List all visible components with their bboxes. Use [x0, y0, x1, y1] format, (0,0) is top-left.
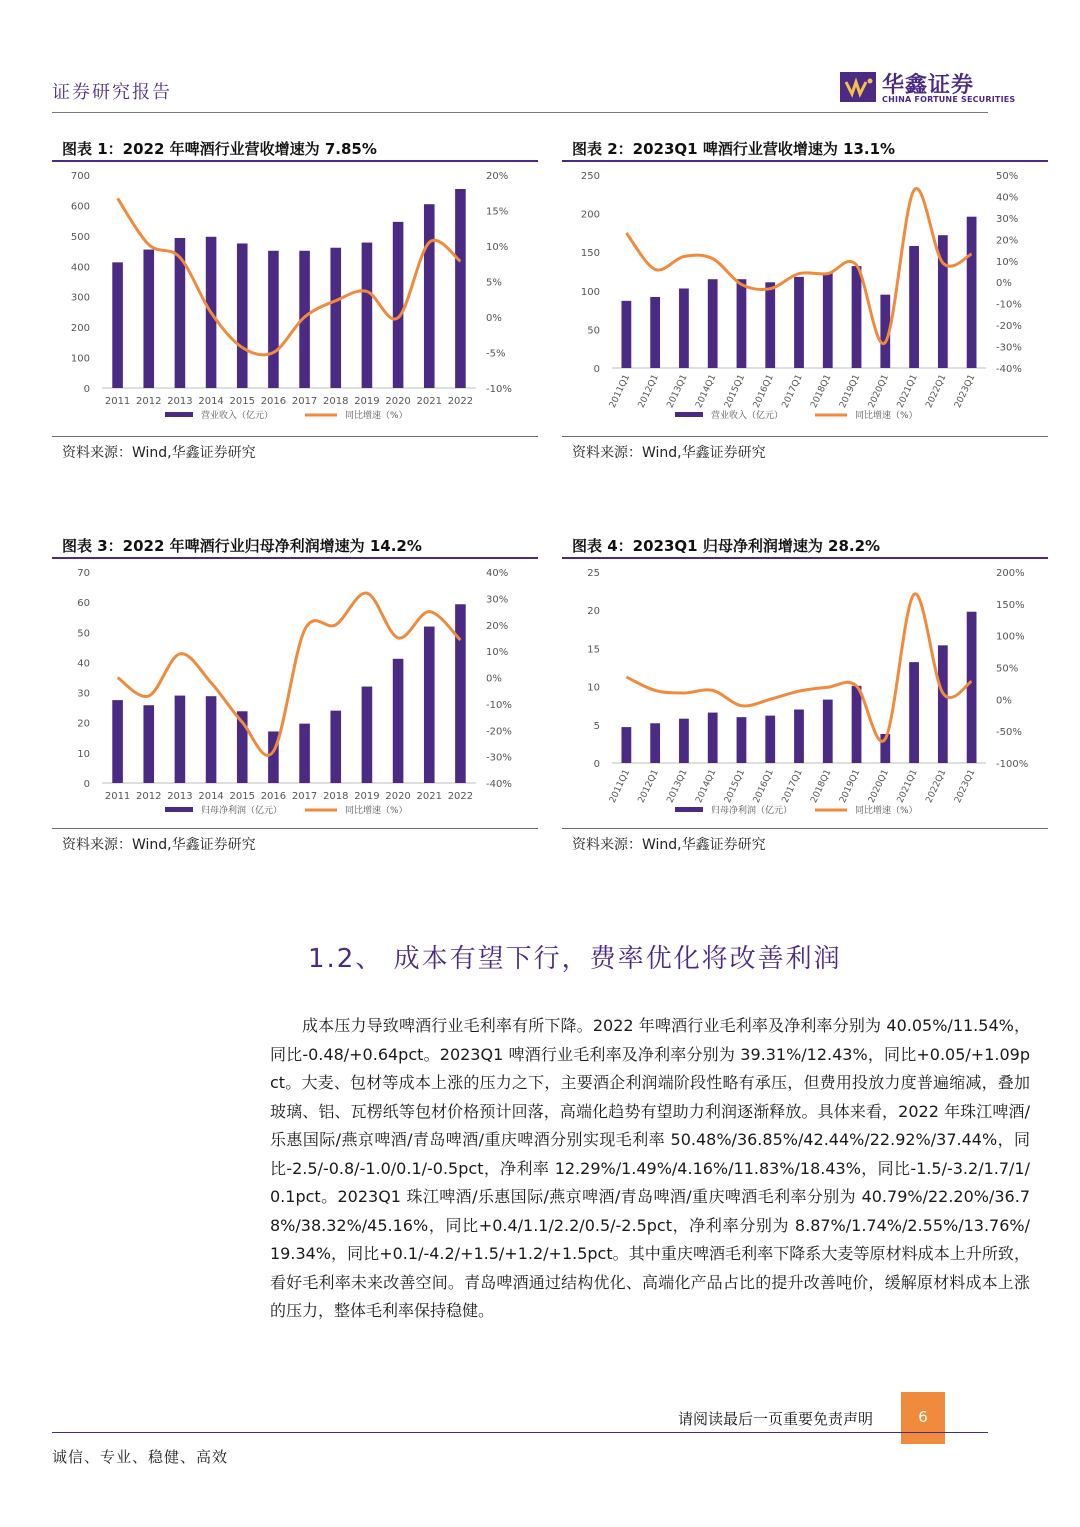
y-left-tick-label: 150 — [580, 248, 600, 260]
figure-4-title: 图表 4：2023Q1 归母净利润增速为 28.2% — [572, 537, 881, 555]
header-divider — [52, 112, 988, 113]
bar — [708, 279, 718, 368]
company-logo-english: CHINA FORTUNE SECURITIES — [882, 95, 1016, 104]
bar — [143, 250, 154, 388]
y-right-tick-label: 20% — [996, 235, 1019, 247]
bar — [737, 279, 747, 368]
bar — [362, 243, 373, 388]
y-left-tick-label: 700 — [70, 171, 90, 182]
bar — [268, 251, 279, 388]
growth-line — [118, 593, 461, 755]
y-right-tick-label: 200% — [996, 568, 1025, 579]
y-right-tick-label: -100% — [996, 759, 1029, 770]
y-left-tick-label: 20 — [77, 718, 90, 730]
bar — [650, 297, 660, 368]
y-left-tick-label: 5 — [593, 720, 600, 732]
figure-2-chart — [562, 162, 1048, 430]
y-right-tick-label: -10% — [486, 699, 512, 711]
bar — [393, 222, 404, 388]
x-tick-label: 2016 — [260, 396, 287, 407]
legend-bar-label: 归母净利润（亿元） — [711, 806, 793, 816]
x-tick-label: 2018 — [323, 791, 349, 802]
y-right-tick-label: 0% — [486, 673, 502, 685]
y-left-tick-label: 400 — [70, 262, 90, 274]
bar — [424, 204, 435, 388]
y-right-tick-label: 20% — [486, 620, 509, 632]
x-tick-label: 2021Q1 — [895, 373, 920, 410]
y-right-tick-label: 10% — [996, 256, 1019, 268]
bar — [424, 627, 435, 783]
y-left-tick-label: 500 — [70, 231, 90, 243]
y-right-tick-label: 20% — [486, 171, 509, 182]
x-tick-label: 2022Q1 — [924, 768, 949, 805]
bar — [765, 716, 775, 763]
x-tick-label: 2015 — [229, 791, 255, 802]
y-right-tick-label: 30% — [486, 594, 509, 606]
report-type-label: 证券研究报告 — [52, 82, 172, 103]
figure-2-title: 图表 2：2023Q1 啤酒行业营收增速为 13.1% — [572, 140, 896, 158]
y-left-tick-label: 0 — [593, 364, 600, 375]
x-tick-label: 2012Q1 — [636, 373, 661, 410]
legend-bar-label: 营业收入（亿元） — [711, 411, 784, 421]
x-tick-label: 2011 — [104, 396, 131, 407]
bar — [852, 686, 862, 763]
figure-2-source: 资料来源：Wind,华鑫证券研究 — [572, 445, 766, 461]
y-right-tick-label: 0% — [996, 278, 1012, 290]
legend-bar-swatch — [165, 412, 193, 417]
section-heading: 1.2、 成本有望下行，费率优化将改善利润 — [308, 944, 842, 974]
x-tick-label: 2015Q1 — [723, 373, 748, 410]
x-tick-label: 2012 — [136, 396, 162, 407]
x-tick-label: 2019 — [354, 396, 380, 407]
x-tick-label: 2011 — [104, 791, 131, 802]
y-right-tick-label: 50% — [996, 663, 1019, 675]
y-left-tick-label: 70 — [77, 568, 90, 579]
y-right-tick-label: -10% — [486, 384, 512, 395]
bar — [237, 243, 248, 388]
bar — [794, 277, 804, 368]
x-tick-label: 2019 — [354, 791, 380, 802]
figure-4-chart — [562, 559, 1048, 825]
x-tick-label: 2023Q1 — [953, 768, 978, 805]
y-right-tick-label: 100% — [996, 631, 1025, 643]
company-motto: 诚信、专业、稳健、高效 — [52, 1448, 229, 1466]
y-right-tick-label: -30% — [486, 752, 512, 764]
y-right-tick-label: -40% — [996, 364, 1022, 375]
y-left-tick-label: 30 — [77, 688, 90, 700]
disclaimer-notice: 请阅读最后一页重要免责声明 — [678, 1410, 874, 1428]
y-right-tick-label: 10% — [486, 647, 509, 659]
bar — [708, 713, 718, 763]
x-tick-label: 2017 — [291, 791, 318, 802]
bar — [650, 723, 660, 763]
x-tick-label: 2016Q1 — [751, 768, 776, 805]
x-tick-label: 2013Q1 — [665, 373, 690, 410]
bar — [967, 612, 977, 763]
x-tick-label: 2011Q1 — [607, 768, 633, 805]
y-left-tick-label: 0 — [593, 759, 600, 770]
bar — [621, 727, 631, 763]
x-tick-label: 2011Q1 — [607, 373, 633, 410]
x-tick-label: 2014Q1 — [694, 373, 719, 410]
y-left-tick-label: 200 — [70, 323, 90, 335]
y-right-tick-label: -30% — [996, 342, 1022, 354]
y-left-tick-label: 100 — [580, 286, 600, 298]
bar — [737, 717, 747, 763]
x-tick-label: 2018Q1 — [809, 373, 834, 410]
x-tick-label: 2021 — [416, 396, 442, 407]
page-number: 6 — [918, 1408, 928, 1426]
bar — [621, 301, 631, 368]
company-logo-icon — [840, 72, 876, 102]
y-right-tick-label: 50% — [996, 171, 1019, 182]
bar — [794, 710, 804, 763]
y-right-tick-label: 40% — [486, 568, 509, 579]
x-tick-label: 2018Q1 — [809, 768, 834, 805]
x-tick-label: 2019Q1 — [838, 373, 863, 410]
bar — [938, 645, 948, 763]
y-left-tick-label: 0 — [83, 779, 90, 790]
y-left-tick-label: 60 — [77, 598, 90, 610]
x-tick-label: 2014 — [198, 791, 224, 802]
x-tick-label: 2012 — [136, 791, 162, 802]
x-tick-label: 2020Q1 — [866, 768, 892, 805]
x-tick-label: 2022 — [447, 396, 474, 407]
x-tick-label: 2022Q1 — [924, 373, 949, 410]
y-left-tick-label: 300 — [70, 292, 90, 304]
bar — [679, 719, 689, 763]
legend-bar-swatch — [675, 412, 703, 417]
y-left-tick-label: 250 — [580, 171, 600, 182]
legend-line-label: 同比增速（%） — [345, 806, 408, 816]
x-tick-label: 2013 — [167, 396, 193, 407]
bar — [909, 246, 919, 368]
x-tick-label: 2012Q1 — [636, 768, 661, 805]
y-right-tick-label: -5% — [486, 348, 506, 360]
y-left-tick-label: 25 — [587, 568, 600, 579]
body-paragraph: 成本压力导致啤酒行业毛利率有所下降。2022 年啤酒行业毛利率及净利率分别为 40.05%/11.54%，同比-0.48/+0.64pct。2023Q1 啤酒行业毛利率及净利率分别为 39.31%/12.43%，同比+0.05/+1.09pct。大麦、包材等成本上涨的压力之下，主要酒企利润端阶段性略有承压，但费用投放力度普遍缩减，叠加玻璃、铝、瓦楞纸等包材价格预计回落，高端化趋势有望助力利润逐渐释放。具体来看，2022 年珠江啤酒/乐惠国际/燕京啤酒/青岛啤酒/重庆啤酒分别实现毛利率 50.48%/36.85%/42.44%/22.92%/37.44%，同比-2.5/-0.8/-1.0/0.1/-0.5pct，净利率 12.29%/1.49%/4.16%/11.83%/18.43%，同比-1.5/-3.2/1.7/1/0.1pct。2023Q1 珠江啤酒/乐惠国际/燕京啤酒/青岛啤酒/重庆啤酒毛利率分别为 40.79%/22.20%/36.78%/38.32%/45.16%，同比+0.4/1.1/2.2/0.5/-2.5pct，净利率分别为 8.87%/1.74%/2.55%/13.76%/19.34%，同比+0.1/-4.2/+1.5/+1.2/+1.5pct。其中重庆啤酒毛利率下降系大麦等原材料成本上升所致，看好毛利率未来改善空间。青岛啤酒通过结构优化、高端化产品占比的提升改善吨价，缓解原材料成本上涨的压力，整体毛利率保持稳健。 — [270, 1016, 1030, 1320]
y-right-tick-label: -20% — [486, 726, 512, 738]
y-right-tick-label: -20% — [996, 321, 1022, 333]
bar — [455, 604, 466, 783]
y-left-tick-label: 50 — [587, 325, 600, 337]
x-tick-label: 2015 — [229, 396, 255, 407]
y-left-tick-label: 10 — [587, 682, 600, 694]
bar — [299, 724, 310, 783]
y-right-tick-label: 150% — [996, 599, 1025, 611]
x-tick-label: 2020Q1 — [866, 373, 892, 410]
y-left-tick-label: 40 — [77, 658, 90, 670]
bar — [852, 266, 862, 368]
bar — [143, 705, 154, 783]
bar — [112, 262, 123, 388]
y-left-tick-label: 50 — [77, 628, 90, 640]
figure-1-source-rule — [52, 436, 538, 437]
bar — [765, 282, 775, 368]
bar — [823, 273, 833, 368]
figure-1-source: 资料来源：Wind,华鑫证券研究 — [62, 445, 256, 461]
x-tick-label: 2020 — [385, 791, 411, 802]
x-tick-label: 2022 — [447, 791, 474, 802]
x-tick-label: 2013 — [167, 791, 193, 802]
figure-4-source-rule — [562, 828, 1048, 829]
x-tick-label: 2021Q1 — [895, 768, 920, 805]
x-tick-label: 2016Q1 — [751, 373, 776, 410]
figure-4-source: 资料来源：Wind,华鑫证券研究 — [572, 837, 766, 853]
bar — [175, 696, 186, 783]
y-right-tick-label: 0% — [486, 313, 502, 324]
x-tick-label: 2017Q1 — [780, 768, 805, 805]
legend-bar-swatch — [165, 807, 193, 812]
x-tick-label: 2017Q1 — [780, 373, 805, 410]
x-tick-label: 2017 — [291, 396, 318, 407]
x-tick-label: 2018 — [323, 396, 349, 407]
x-tick-label: 2014Q1 — [694, 768, 719, 805]
bar — [679, 288, 689, 368]
x-tick-label: 2016 — [260, 791, 287, 802]
legend-line-label: 同比增速（%） — [855, 411, 918, 421]
x-tick-label: 2013Q1 — [665, 768, 690, 805]
y-right-tick-label: 40% — [996, 192, 1019, 204]
bar — [967, 217, 977, 368]
x-tick-label: 2021 — [416, 791, 442, 802]
figure-3-source-rule — [52, 828, 538, 829]
legend-bar-label: 归母净利润（亿元） — [201, 806, 283, 816]
legend-line-label: 同比增速（%） — [855, 806, 918, 816]
growth-line — [118, 198, 461, 355]
bar — [206, 696, 217, 783]
figure-3-chart — [52, 559, 538, 825]
y-left-tick-label: 20 — [587, 606, 600, 618]
figure-1-title: 图表 1：2022 年啤酒行业营收增速为 7.85% — [62, 140, 377, 158]
x-tick-label: 2020 — [385, 396, 411, 407]
footer-divider — [52, 1432, 988, 1433]
y-right-tick-label: 5% — [486, 277, 502, 289]
x-tick-label: 2014 — [198, 396, 224, 407]
y-left-tick-label: 100 — [70, 353, 90, 365]
y-right-tick-label: 15% — [486, 206, 509, 218]
y-right-tick-label: 0% — [996, 695, 1012, 707]
y-right-tick-label: 30% — [996, 213, 1019, 225]
company-logo-text: 华鑫证券 — [882, 73, 975, 98]
bar — [112, 700, 123, 783]
figure-3-source: 资料来源：Wind,华鑫证券研究 — [62, 837, 256, 853]
bar — [362, 687, 373, 783]
figure-2-source-rule — [562, 436, 1048, 437]
x-tick-label: 2023Q1 — [953, 373, 978, 410]
figure-1-chart — [52, 162, 538, 430]
legend-bar-label: 营业收入（亿元） — [201, 411, 274, 421]
x-tick-label: 2015Q1 — [723, 768, 748, 805]
y-left-tick-label: 200 — [580, 209, 600, 221]
legend-bar-swatch — [675, 807, 703, 812]
y-left-tick-label: 15 — [587, 644, 600, 656]
y-right-tick-label: -10% — [996, 299, 1022, 311]
bar — [909, 662, 919, 763]
legend-line-label: 同比增速（%） — [345, 411, 408, 421]
x-tick-label: 2019Q1 — [838, 768, 863, 805]
y-left-tick-label: 10 — [77, 748, 90, 760]
figure-3-title: 图表 3：2022 年啤酒行业归母净利润增速为 14.2% — [62, 537, 422, 555]
y-left-tick-label: 0 — [83, 384, 90, 395]
bar — [393, 659, 404, 783]
y-right-tick-label: -40% — [486, 779, 512, 790]
bar — [330, 248, 341, 388]
y-right-tick-label: 10% — [486, 242, 509, 253]
bar — [455, 189, 466, 388]
bar — [823, 700, 833, 763]
y-left-tick-label: 600 — [70, 201, 90, 213]
y-right-tick-label: -50% — [996, 727, 1022, 739]
bar — [330, 711, 341, 783]
